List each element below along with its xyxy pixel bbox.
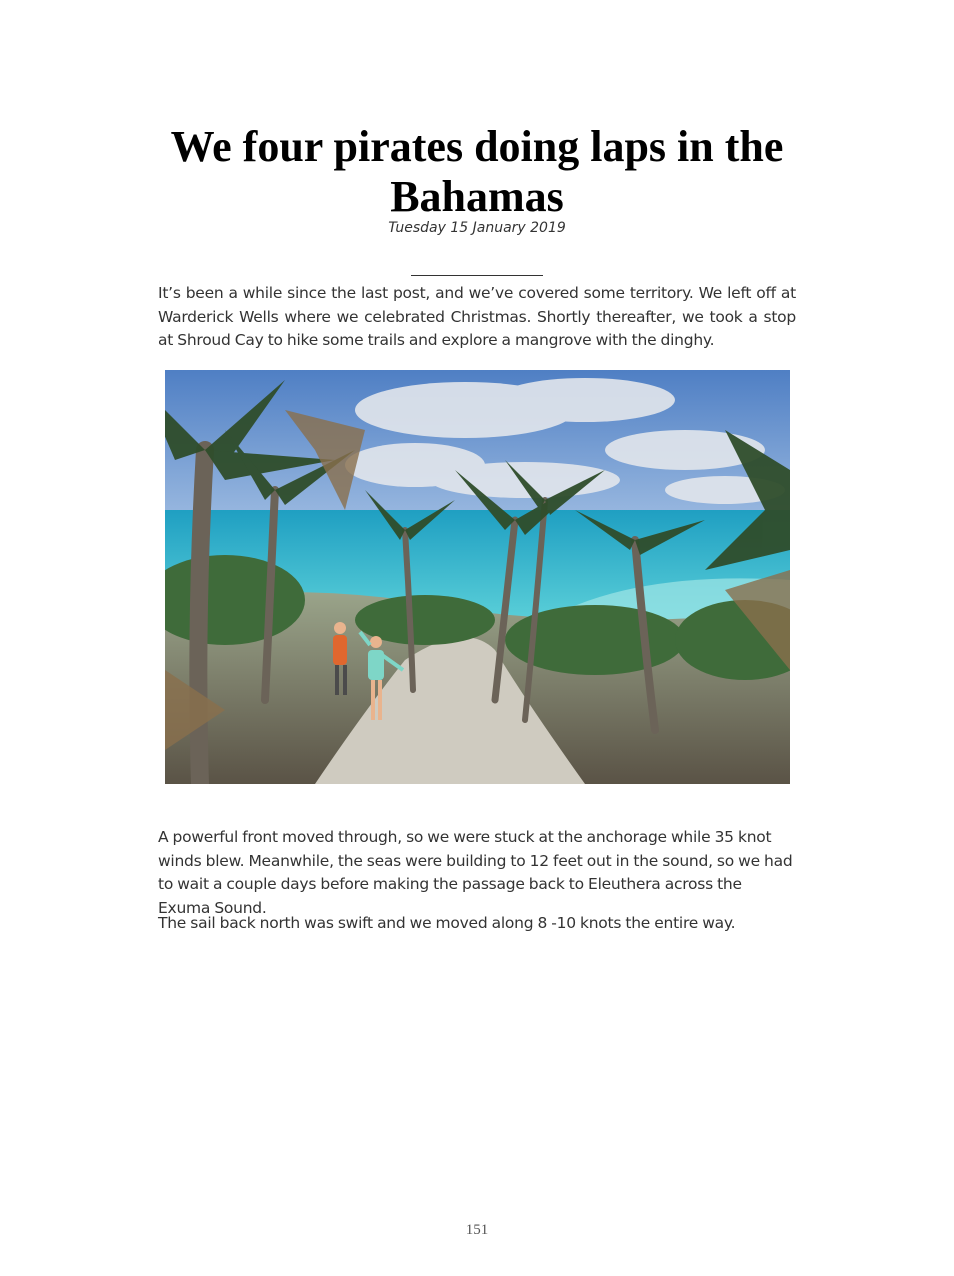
title-divider bbox=[411, 275, 543, 276]
paragraph-sail: The sail back north was swift and we moved along 8 -10 knots the entire way. bbox=[158, 914, 736, 932]
paragraph-intro: It’s been a while since the last post, and we’ve covered some territory. We left off at Warderick Wells where we celebrated Christmas. Shortly thereafter, we took a stop at Shroud Cay to hike some trails and explore a mangrove with the dinghy. bbox=[158, 284, 796, 349]
article-date: Tuesday 15 January 2019 bbox=[388, 220, 566, 236]
palm-trail-photo bbox=[165, 370, 790, 784]
article-title: We four pirates doing laps in the Bahamas bbox=[170, 122, 784, 221]
paragraph-front: A powerful front moved through, so we were stuck at the anchorage while 35 knot winds blew. Meanwhile, the seas were building to 12 feet out in the sound, so we had to wait a couple days before making the passage back to Eleuthera across the Exuma Sound. bbox=[158, 828, 793, 917]
page-number: 151 bbox=[465, 1222, 489, 1238]
